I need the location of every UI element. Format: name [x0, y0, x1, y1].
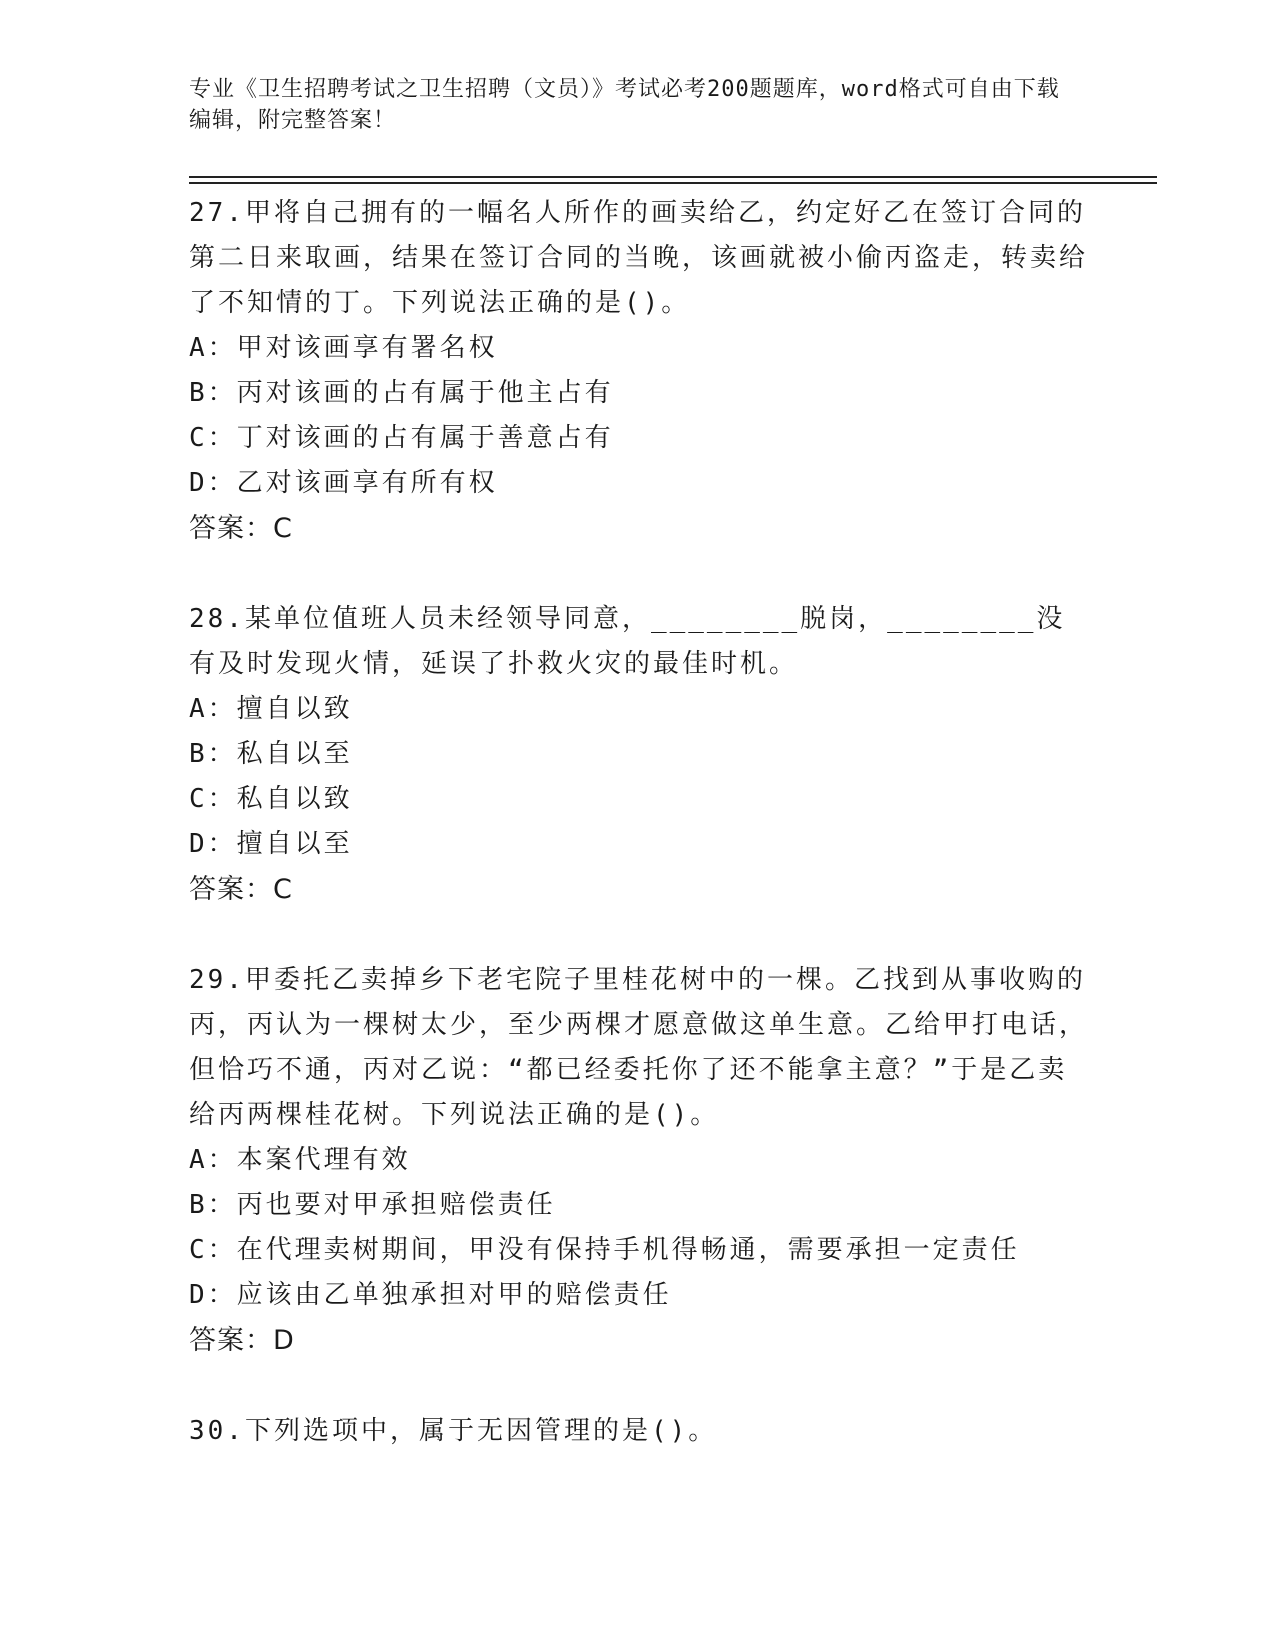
question-28 [189, 597, 1089, 913]
question-list [189, 191, 1089, 1454]
option-d: D：乙对该画享有所有权 [189, 468, 498, 498]
option-b: B：丙也要对甲承担赔偿责任 [189, 1190, 556, 1220]
answer: 答案：D [189, 1325, 295, 1356]
option-c: C：丁对该画的占有属于善意占有 [189, 423, 614, 453]
spacer [189, 913, 1089, 958]
option-a: A：本案代理有效 [189, 1145, 411, 1175]
header-divider-top [189, 176, 1157, 178]
option-d: D：应该由乙单独承担对甲的赔偿责任 [189, 1280, 672, 1310]
header-divider-bottom [189, 182, 1157, 184]
option-b: B：私自以至 [189, 739, 353, 769]
option-a: A：甲对该画享有署名权 [189, 333, 498, 363]
question-text: 30.下列选项中，属于无因管理的是()。 [189, 1416, 718, 1446]
option-c: C：在代理卖树期间，甲没有保持手机得畅通，需要承担一定责任 [189, 1235, 1020, 1265]
question-27 [189, 191, 1089, 552]
option-b: B：丙对该画的占有属于他主占有 [189, 378, 614, 408]
question-29 [189, 958, 1089, 1364]
question-30 [189, 1409, 1089, 1454]
question-text: 28.某单位值班人员未经领导同意，________脱岗，________没有及时发现火情，延误了扑救火灾的最佳时机。 [189, 604, 1066, 679]
question-text: 29.甲委托乙卖掉乡下老宅院子里桂花树中的一棵。乙找到从事收购的丙，丙认为一棵树太少，至少两棵才愿意做这单生意。乙给甲打电话，但恰巧不通，丙对乙说：“都已经委托你了还不能拿主意？”于是乙卖给丙两棵桂花树。下列说法正确的是()。 [189, 965, 1089, 1130]
spacer [189, 552, 1089, 597]
answer: 答案：C [189, 874, 293, 905]
option-d: D：擅自以至 [189, 829, 353, 859]
option-c: C：私自以致 [189, 784, 353, 814]
answer: 答案：C [189, 513, 293, 544]
document-header: 专业《卫生招聘考试之卫生招聘（文员）》考试必考200题题库，word格式可自由下载编辑，附完整答案！ [189, 77, 1060, 133]
option-a: A：擅自以致 [189, 694, 353, 724]
question-text: 27.甲将自己拥有的一幅名人所作的画卖给乙，约定好乙在签订合同的第二日来取画，结果在签订合同的当晚，该画就被小偷丙盗走，转卖给了不知情的丁。下列说法正确的是()。 [189, 198, 1089, 318]
spacer [189, 1364, 1089, 1409]
